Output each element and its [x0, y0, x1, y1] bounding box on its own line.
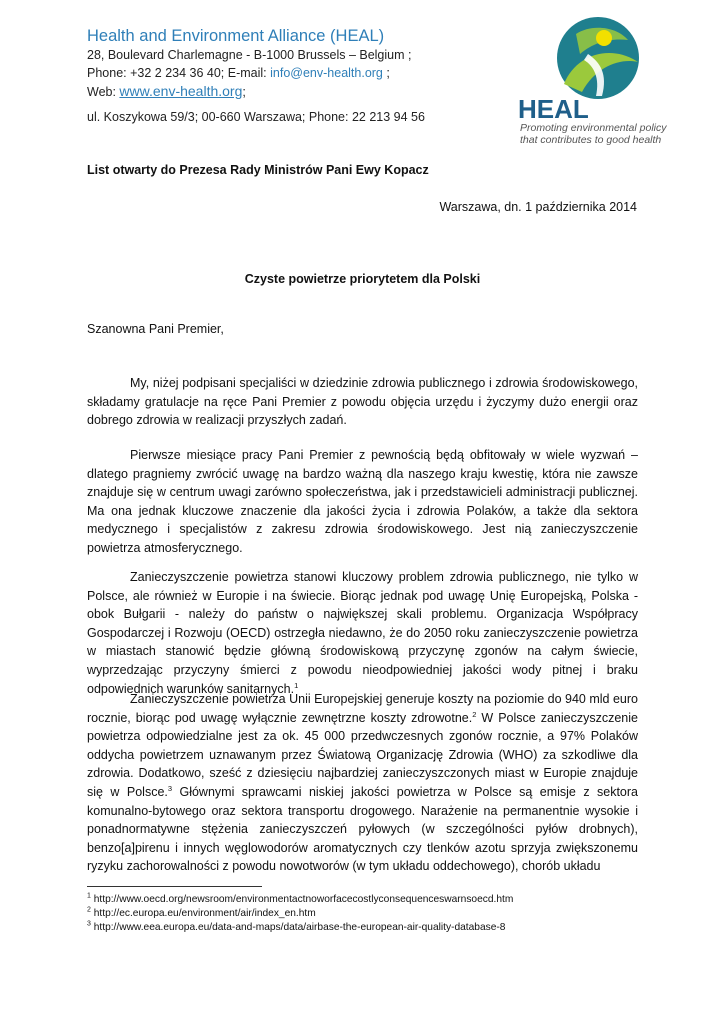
- paragraph-2: Pierwsze miesiące pracy Pani Premier z pewnością będą obfitowały w wiele wyzwań – dlatego pragniemy zwrócić uwagę na bardzo ważną dla naszego kraju kwestię, która nie zawsze znajduje się w centrum uwagi zarówno społeczeństwa, jak i przedstawicieli administracji publicznej. Ma ona jednak kluczowe znaczenie dla jakości życia i zdrowia Polaków, a także dla sektora medycznego i specjalistów z zakresu zdrowia środowiskowego. Jest nią zanieczyszczenie powietrza atmosferycznego.: [87, 448, 638, 555]
- web-label: Web:: [87, 85, 120, 99]
- footnote-ref-3[interactable]: 3: [167, 783, 173, 793]
- paragraph-4: [87, 690, 638, 876]
- letter-headline: Czyste powietrze priorytetem dla Polski: [244, 272, 481, 286]
- salutation: Szanowna Pani Premier,: [87, 322, 224, 336]
- logo-tagline: [520, 122, 680, 146]
- letter-date: Warszawa, dn. 1 października 2014: [439, 200, 637, 214]
- paragraph-4-text-c: Głównymi sprawcami niskiej jakości powietrza w Polsce są emisje z sektora komunalno-bytowego oraz sektora transportu drogowego. Narażenie na permanentnie wysokie i ponadnormatywne stężenia zanieczyszczeń pyłowych (w szczególności pyłów drobnych), benzo[a]pirenu i innych węglowodorów aromatycznych czy tlenków azotu sprzyja zwiększonemu ryzyku zachorowalności z powodu nowotworów (w tym układu oddechowego), chorób układu: [87, 784, 638, 874]
- footnotes: [87, 893, 513, 935]
- contact-line: [87, 64, 507, 82]
- email-suffix: ;: [382, 66, 390, 80]
- paragraph-1: My, niżej podpisani specjaliści w dziedzinie zdrowia publicznego i zdrowia środowiskowego, składamy gratulacje na ręce Pani Premier z powodu objęcia urzędu i życzymy dużo energii oraz dobrego zdrowia w realizacji przyszłych zadań.: [87, 376, 638, 428]
- footnote-2-url[interactable]: http://ec.europa.eu/environment/air/index_en.htm: [90, 908, 316, 919]
- paragraph-3-text: Zanieczyszczenie powietrza stanowi kluczowy problem zdrowia publicznego, nie tylko w Polsce, ale również w Europie i na świecie. Biorąc jednak pod uwagę Unię Europejską, Polska - obok Bułgarii - należy do państw o największej skali problemu. Organizacja Współpracy Gospodarczej i Rozwoju (OECD) ostrzegła niedawno, że do 2050 roku zanieczyszczenie powietrza w miastach stanowić będzie główną środowiskową przyczynę zgonów na całym świecie, wyprzedzając przyczyny śmierci z powodu nieodpowiedniej jakości wody pitnej i braku odpowiednich warunków sanitarnych.: [87, 570, 638, 696]
- logo-yellow-dot: [596, 30, 612, 46]
- footnote-2: [87, 907, 513, 921]
- paragraph-4-text-b: W Polsce zanieczyszczenie powietrza odpowiedzialne jest za ok. 45 000 przedwczesnych zgonów rocznie, a 97% Polaków oddycha powietrzem uznawanym przez Światową Organizację Zdrowia (WHO) za szkodliwe dla zdrowia. Dodatkowo, sześć z dziesięciu najbardziej zanieczyszczonych miast w Europie znajduje się w Polsce.: [87, 710, 638, 799]
- footnote-1-url[interactable]: http://www.oecd.org/newsroom/environmentactnoworfacecostlyconsequenceswarnsoecd.htm: [90, 894, 514, 905]
- phone-text: Phone: +32 2 234 36 40; E-mail:: [87, 66, 271, 80]
- paragraph-3: [87, 568, 638, 698]
- footnote-1: [87, 893, 513, 907]
- paragraph-4-text-a: Zanieczyszczenie powietrza Unii Europejskiej generuje koszty na poziomie do 940 mld euro rocznie, biorąc pod uwagę wyłącznie zewnętrzne koszty zdrowotne.: [87, 692, 638, 725]
- footnote-3: [87, 921, 513, 935]
- footnote-ref-2[interactable]: 2: [472, 709, 477, 719]
- footnote-3-url[interactable]: http://www.eea.europa.eu/data-and-maps/data/airbase-the-european-air-quality-database-8: [90, 922, 506, 933]
- letter-subject: List otwarty do Prezesa Rady Ministrów Pani Ewy Kopacz: [87, 163, 429, 177]
- footnote-1-num: 1: [87, 892, 91, 900]
- footnote-divider: [87, 886, 262, 887]
- footnote-3-num: 3: [87, 920, 91, 928]
- web-line: [87, 82, 507, 101]
- warsaw-address: ul. Koszykowa 59/3; 00-660 Warszawa; Phone: 22 213 94 56: [87, 110, 425, 124]
- footnote-2-num: 2: [87, 906, 91, 914]
- footnote-ref-1[interactable]: 1: [294, 680, 299, 690]
- email-link[interactable]: info@env-health.org: [270, 66, 383, 80]
- logo-tagline-2: that contributes to good health: [520, 134, 662, 146]
- logo-wordmark: HEAL: [518, 94, 589, 124]
- web-suffix: ;: [242, 85, 246, 99]
- org-address: 28, Boulevard Charlemagne - B-1000 Brussels – Belgium ;: [87, 48, 412, 62]
- org-name: Health and Environment Alliance (HEAL): [87, 27, 385, 45]
- web-link[interactable]: www.env-health.org: [119, 83, 243, 99]
- logo-tagline-1: Promoting environmental policy: [520, 122, 667, 134]
- letterhead: [87, 26, 507, 101]
